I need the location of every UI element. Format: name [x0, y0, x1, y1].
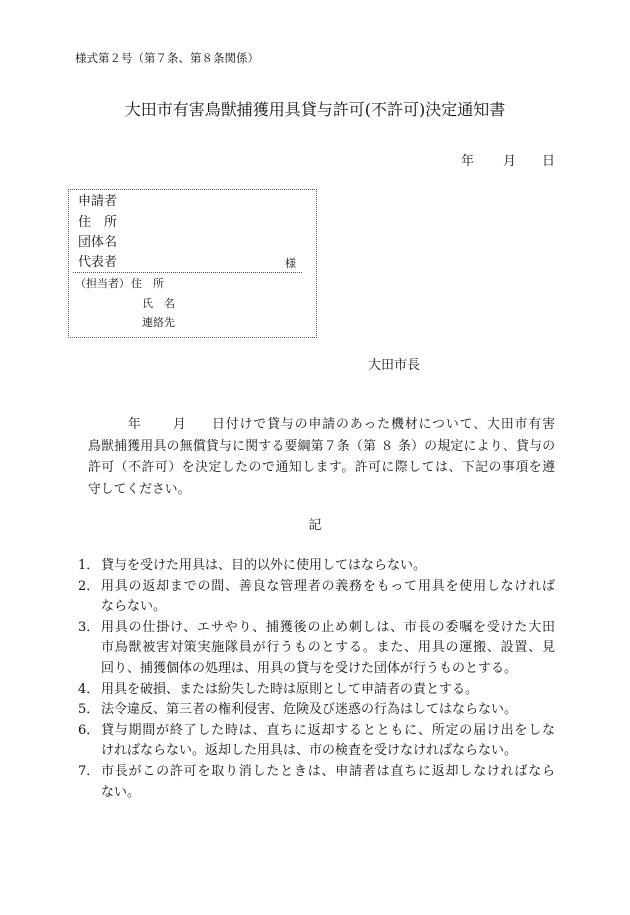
representative-label: 代表者 [78, 255, 118, 270]
item-number: 3． [78, 619, 100, 635]
body-paragraph [88, 414, 555, 501]
item-number: 5． [78, 702, 100, 718]
list-item [78, 721, 555, 762]
item-line: ない。 [101, 784, 141, 800]
group-name-label: 団体名 [78, 235, 118, 250]
item-line: 市鳥獣被害対策実施隊員が行うものとする。また、用具の運搬、設置、見 [101, 640, 555, 656]
item-number: 2． [78, 578, 100, 594]
list-item [78, 700, 555, 721]
body-line: 許可（不許可）を決定したので通知します。許可に際しては、下記の事項を遵 [88, 460, 555, 476]
item-number: 7． [78, 763, 100, 779]
staff-contact-label: 連絡先 [142, 316, 175, 329]
form-number-label: 様式第２号（第７条、第８条関係） [75, 51, 259, 65]
issuer-name: 大田市長 [368, 358, 421, 373]
item-line: 用具を破損、または紛失した時は原則として申請者の責とする。 [101, 681, 479, 697]
item-line: 用具の返却までの間、善良な管理者の義務をもって用具を使用しなければ [101, 578, 555, 594]
item-line: 回り、捕獲個体の処理は、用具の貸与を受けた団体が行うものとする。 [101, 660, 518, 676]
item-line: ならない。 [101, 599, 167, 615]
item-line: ければならない。返却した用具は、市の検査を受けなければならない。 [101, 743, 518, 759]
date-month-label: 月 [503, 154, 517, 169]
item-line: 市長がこの許可を取り消したときは、申請者は直ちに返却しなければなら [101, 763, 555, 779]
body-line [88, 414, 555, 436]
body-month-label: 月 [173, 417, 186, 432]
item-line: 貸与期間が終了した時は、直ちに返却するとともに、所定の届け出をしな [101, 722, 555, 738]
date-day-label: 日 [542, 154, 556, 169]
item-number: 1． [78, 558, 100, 573]
item-number: 6． [78, 722, 100, 738]
representative-divider [73, 272, 302, 273]
list-item [78, 680, 555, 701]
item-number: 4． [78, 681, 100, 697]
address-label: 住 所 [78, 215, 118, 230]
conditions-list [78, 556, 555, 803]
body-year-label: 年 [128, 417, 141, 432]
honorific-label: 様 [285, 257, 296, 270]
list-item [78, 618, 555, 680]
item-line: 法令違反、第三者の権利侵害、危険及び迷惑の行為はしてはならない。 [101, 702, 518, 718]
staff-label: （担当者） [75, 277, 130, 290]
body-line: 守してください。 [88, 482, 191, 498]
list-item [78, 556, 555, 577]
item-line: 貸与を受けた用具は、目的以外に使用してはならない。 [101, 558, 427, 573]
document-title: 大田市有害鳥獣捕獲用具貸与許可(不許可)決定通知書 [124, 100, 506, 119]
list-item [78, 762, 555, 803]
list-item [78, 577, 555, 618]
notes-heading: 記 [308, 518, 322, 533]
item-line: 用具の仕掛け、エサやり、捕獲後の止め刺しは、市長の委嘱を受けた大田 [101, 619, 555, 635]
staff-address-label: 住 所 [131, 277, 164, 290]
body-line-text: 日付けで貸与の申請のあった機材について、大田市有害 [212, 417, 555, 432]
applicant-label: 申請者 [78, 194, 118, 209]
body-line: 鳥獣捕獲用具の無償貸与に関する要綱第７条（第 ８ 条）の規定により、貸与の [88, 438, 555, 454]
staff-name-label: 氏 名 [142, 297, 175, 310]
date-year-label: 年 [461, 154, 475, 169]
